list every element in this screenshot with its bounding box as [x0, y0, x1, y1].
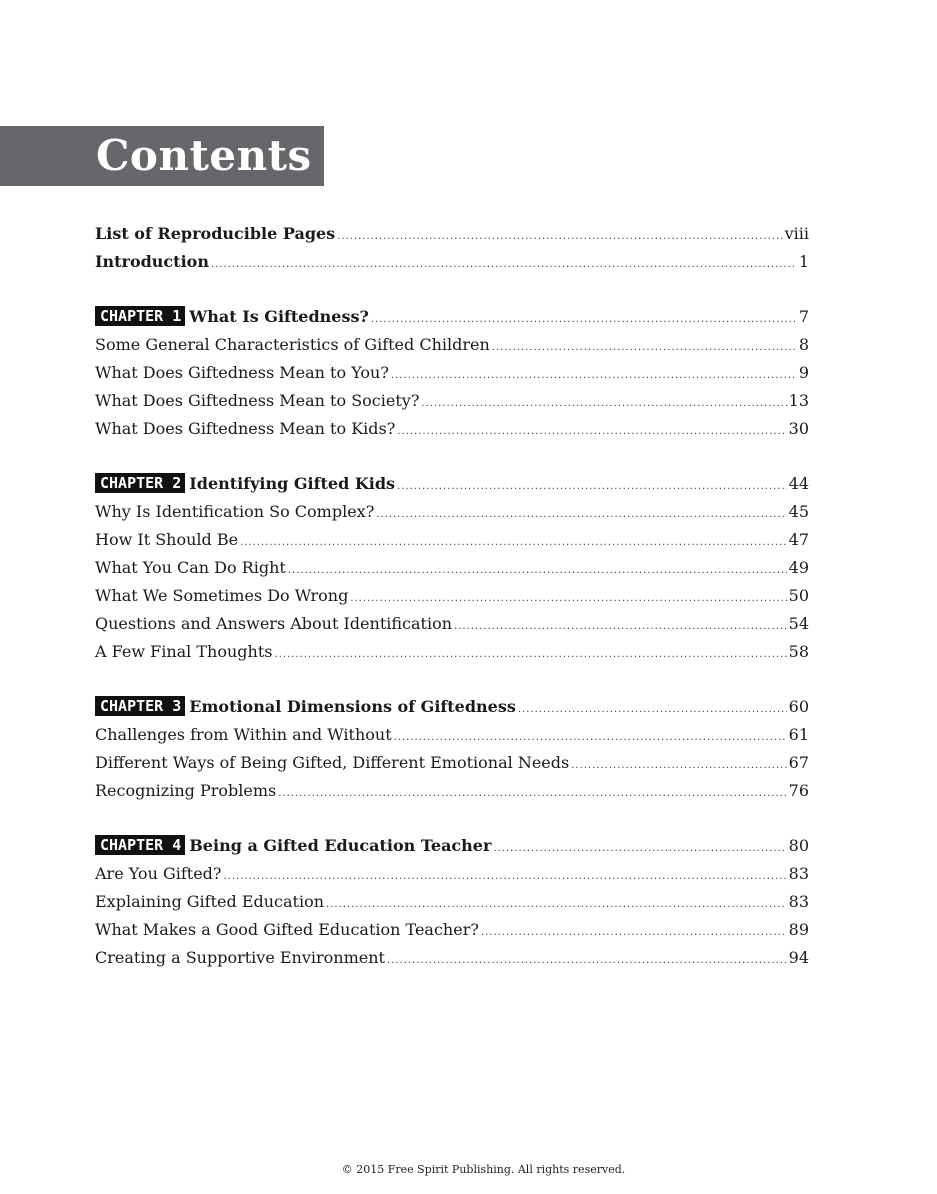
toc-entry-label: What Makes a Good Gifted Education Teacher? — [95, 920, 479, 939]
toc-entry-page: 47 — [788, 530, 809, 549]
toc-entry-label: Introduction — [95, 252, 209, 271]
toc-entry[interactable] — [95, 415, 809, 443]
toc-entry[interactable] — [95, 888, 809, 916]
dot-leader — [391, 362, 797, 390]
toc-entry-page: 9 — [798, 363, 809, 382]
toc-entry-label: Challenges from Within and Without — [95, 725, 392, 744]
toc-entry[interactable] — [95, 721, 809, 749]
dot-leader — [397, 473, 787, 501]
toc-entry-page: 54 — [788, 614, 809, 633]
dot-leader — [376, 501, 786, 529]
chapter-page: 80 — [788, 836, 809, 855]
dot-leader — [394, 724, 787, 752]
chapter-page: 7 — [798, 307, 809, 326]
toc-entry[interactable] — [95, 777, 809, 805]
toc-entry-page: 67 — [788, 753, 809, 772]
dot-leader — [274, 641, 786, 669]
toc-entry-label: What Does Giftedness Mean to Society? — [95, 391, 420, 410]
toc-entry-label: Are You Gifted? — [95, 864, 222, 883]
dot-leader — [211, 251, 797, 279]
table-of-contents — [95, 220, 809, 972]
toc-entry-page: 1 — [798, 252, 809, 271]
chapter-badge: CHAPTER 3 — [95, 696, 185, 716]
toc-entry-label: What We Sometimes Do Wrong — [95, 586, 349, 605]
toc-entry-page: 61 — [788, 725, 809, 744]
toc-entry-introduction[interactable] — [95, 248, 809, 276]
toc-entry-page: 89 — [788, 920, 809, 939]
toc-entry-label: Some General Characteristics of Gifted Children — [95, 335, 490, 354]
dot-leader — [240, 529, 787, 557]
toc-entry-label: What You Can Do Right — [95, 558, 286, 577]
chapter-title: Being a Gifted Education Teacher — [189, 836, 492, 855]
toc-entry-page: 83 — [788, 864, 809, 883]
toc-entry-page: 76 — [788, 781, 809, 800]
toc-entry-label: Explaining Gifted Education — [95, 892, 325, 911]
toc-entry-label: What Does Giftedness Mean to You? — [95, 363, 389, 382]
dot-leader — [278, 780, 786, 808]
toc-entry-label: Creating a Supportive Environment — [95, 948, 385, 967]
dot-leader — [350, 585, 786, 613]
chapter-page: 44 — [788, 474, 809, 493]
toc-entry-page: 49 — [788, 558, 809, 577]
dot-leader — [454, 613, 787, 641]
chapter-badge: CHAPTER 1 — [95, 306, 185, 326]
toc-entry-page: 13 — [788, 391, 809, 410]
toc-entry[interactable] — [95, 610, 809, 638]
dot-leader — [387, 947, 787, 975]
toc-entry-label: How It Should Be — [95, 530, 239, 549]
toc-entry-label: What Does Giftedness Mean to Kids? — [95, 419, 396, 438]
toc-entry[interactable] — [95, 526, 809, 554]
chapter-title: What Is Giftedness? — [189, 307, 369, 326]
chapter-title: Identifying Gifted Kids — [189, 474, 396, 493]
toc-entry[interactable] — [95, 916, 809, 944]
toc-entry[interactable] — [95, 498, 809, 526]
copyright-footer: © 2015 Free Spirit Publishing. All rights reserved. — [341, 1163, 626, 1176]
toc-entry-label: Different Ways of Being Gifted, Different Emotional Needs — [95, 753, 570, 772]
dot-leader — [481, 919, 787, 947]
chapter-badge: CHAPTER 4 — [95, 835, 185, 855]
toc-entry[interactable] — [95, 860, 809, 888]
chapter-page: 60 — [788, 697, 809, 716]
toc-entry-page: 50 — [788, 586, 809, 605]
toc-entry-page: 45 — [788, 502, 809, 521]
dot-leader — [518, 696, 787, 724]
chapter-title: Emotional Dimensions of Giftedness — [189, 697, 516, 716]
toc-entry-page: 30 — [788, 419, 809, 438]
dot-leader — [492, 334, 797, 362]
dot-leader — [571, 752, 786, 780]
dot-leader — [397, 418, 786, 446]
toc-entry-page: 8 — [798, 335, 809, 354]
toc-entry-label: List of Reproducible Pages — [95, 224, 336, 243]
toc-entry-label: A Few Final Thoughts — [95, 642, 273, 661]
toc-entry[interactable] — [95, 944, 809, 972]
toc-entry-label: Recognizing Problems — [95, 781, 277, 800]
toc-entry-page: viii — [784, 224, 809, 243]
page-title: Contents — [96, 131, 312, 180]
toc-entry-page: 58 — [788, 642, 809, 661]
toc-entry[interactable] — [95, 638, 809, 666]
dot-leader — [326, 891, 787, 919]
toc-entry-page: 94 — [788, 948, 809, 967]
dot-leader — [224, 863, 787, 891]
dot-leader — [337, 223, 782, 251]
toc-entry-reproducible-pages[interactable] — [95, 220, 809, 248]
toc-entry-label: Why Is Identification So Complex? — [95, 502, 375, 521]
dot-leader — [371, 306, 797, 334]
toc-entry[interactable] — [95, 749, 809, 777]
chapter-badge: CHAPTER 2 — [95, 473, 185, 493]
toc-entry[interactable] — [95, 331, 809, 359]
contents-banner — [0, 126, 324, 186]
toc-entry[interactable] — [95, 582, 809, 610]
dot-leader — [421, 390, 786, 418]
chapter-1-heading[interactable] — [95, 303, 809, 331]
toc-entry-label: Questions and Answers About Identification — [95, 614, 453, 633]
toc-entry-page: 83 — [788, 892, 809, 911]
toc-entry[interactable] — [95, 387, 809, 415]
chapter-3-heading[interactable] — [95, 693, 809, 721]
dot-leader — [288, 557, 787, 585]
toc-entry[interactable] — [95, 359, 809, 387]
chapter-2-heading[interactable] — [95, 470, 809, 498]
chapter-4-heading[interactable] — [95, 832, 809, 860]
toc-entry[interactable] — [95, 554, 809, 582]
dot-leader — [493, 835, 786, 863]
